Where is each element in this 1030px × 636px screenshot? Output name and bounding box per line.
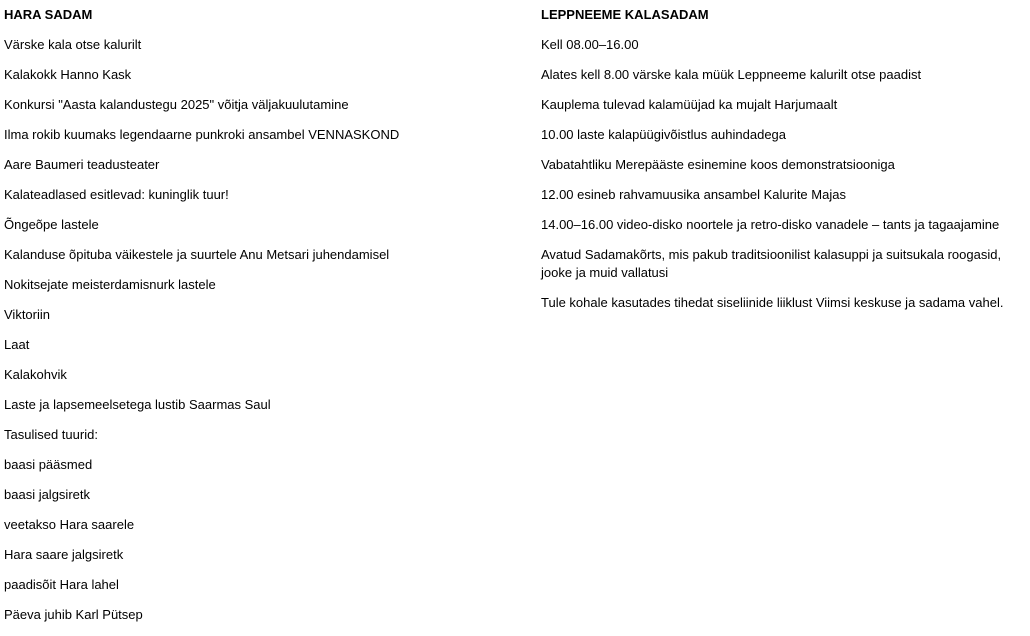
list-item: Alates kell 8.00 värske kala müük Leppneeme kalurilt otse paadist [541, 67, 922, 82]
list-item: baasi pääsmed [4, 457, 93, 472]
leppneeme-kalasadam-heading: LEPPNEEME KALASADAM [541, 7, 709, 22]
list-item: Viktoriin [4, 307, 51, 322]
leppneeme-kalasadam-list [541, 36, 1026, 312]
list-item: 12.00 esineb rahvamuusika ansambel Kalurite Majas [541, 187, 846, 202]
list-item: veetakso Hara saarele [4, 517, 135, 532]
list-item: Konkursi "Aasta kalandustegu 2025" võitja väljakuulutamine [4, 97, 349, 112]
list-item: Värske kala otse kalurilt [4, 37, 142, 52]
list-item: Aare Baumeri teadusteater [4, 157, 160, 172]
list-item: 14.00–16.00 video-disko noortele ja retro-disko vanadele – tants ja tagaajamine [541, 217, 1000, 232]
list-item: Laat [4, 337, 30, 352]
list-item: Nokitsejate meisterdamisnurk lastele [4, 277, 216, 292]
list-item: Tasulised tuurid: [4, 427, 98, 442]
list-item: Vabatahtliku Merepääste esinemine koos demonstratsiooniga [541, 157, 895, 172]
hara-sadam-list [4, 36, 524, 624]
hara-sadam-heading: HARA SADAM [4, 7, 93, 22]
hara-sadam-section [4, 6, 524, 636]
list-item: Kalanduse õpituba väikestele ja suurtele Anu Metsari juhendamisel [4, 247, 390, 262]
list-item: Ilma rokib kuumaks legendaarne punkroki ansambel VENNASKOND [4, 127, 400, 142]
list-item: Kalakokk Hanno Kask [4, 67, 132, 82]
leppneeme-kalasadam-section [541, 6, 1026, 324]
list-item: Kalateadlased esitlevad: kuninglik tuur! [4, 187, 229, 202]
list-item: Kell 08.00–16.00 [541, 37, 639, 52]
list-item: Avatud Sadamakõrts, mis pakub traditsioonilist kalasuppi ja suitsukala roogasid, jooke ja muid vallatusi [541, 247, 1002, 280]
list-item: baasi jalgsiretk [4, 487, 90, 502]
list-item: 10.00 laste kalapüügivõistlus auhindadega [541, 127, 787, 142]
list-item: Hara saare jalgsiretk [4, 547, 124, 562]
list-item: Laste ja lapsemeelsetega lustib Saarmas Saul [4, 397, 271, 412]
list-item: Õngeõpe lastele [4, 217, 99, 232]
list-item: Kalakohvik [4, 367, 67, 382]
list-item: paadisõit Hara lahel [4, 577, 119, 592]
list-item: Kauplema tulevad kalamüüjad ka mujalt Harjumaalt [541, 97, 838, 112]
list-item: Päeva juhib Karl Pütsep [4, 607, 143, 622]
list-item: Tule kohale kasutades tihedat siseliinide liiklust Viimsi keskuse ja sadama vahel. [541, 295, 1004, 310]
